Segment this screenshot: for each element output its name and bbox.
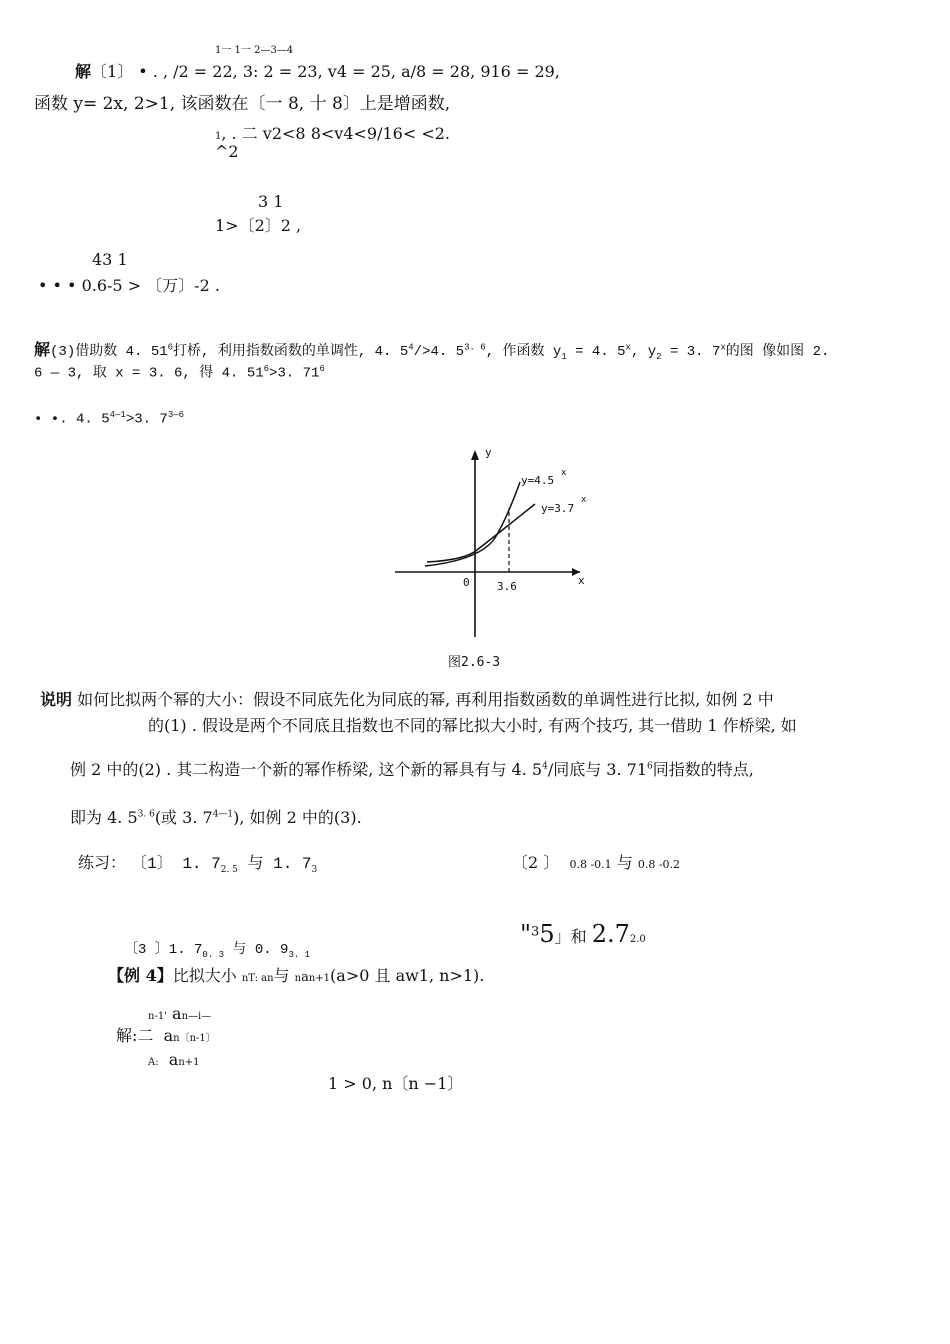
solution-label: 解 <box>75 62 92 81</box>
solution1-line2: 函数 y= 2x, 2>1, 该函数在〔一 8, 十 8〕上是增函数, <box>34 94 451 114</box>
x-axis-label: x <box>578 574 585 587</box>
note-line1: 说明 如何比拟两个幂的大小：假设不同底先化为同底的幂, 再利用指数函数的单调性进行比拟, 如例 2 中 <box>40 690 774 709</box>
y-axis-label: y <box>485 446 492 459</box>
note-line3: 例 2 中的(2) . 其二构造一个新的幂作桥梁, 这个新的幂具有与 4. $5^4/$同底与 3. $71^6$同指数的特点, <box>70 760 754 779</box>
example4-line: 【例 4】比拟大小 nT: an与 nan+1(a>0 且 aw1, n>1). <box>108 966 485 985</box>
curve-3-7x <box>427 504 535 562</box>
solution1-frac-top: 3 1 <box>258 192 284 211</box>
example4-solution-bottom: A: an+1 <box>148 1050 200 1069</box>
example4-label: 【例 4】 <box>108 966 173 985</box>
solution3-line2: 6 — 3, 取 x = 3. 6, 得 4. $51^6>3$. $71^6$ <box>34 364 325 382</box>
exponential-graph-figure <box>385 442 585 672</box>
exercise-item4: 〔3 〕1. $7_{0. 3}$ 与 0. $9_{3. 1}$ <box>124 942 311 960</box>
note-label: 说明 <box>40 690 73 709</box>
exercise-item3: "$^3$5」和 2.72.0 <box>520 920 646 948</box>
solution1-line5: • • • 0.6-5 > 〔万〕-2 . <box>38 276 220 295</box>
x-tick-label: 3.6 <box>497 580 517 593</box>
figure-caption: 图2.6-3 <box>448 655 501 670</box>
example4-solution-label: 解:二 <box>116 1026 154 1045</box>
exercise-item1: 练习： 〔1〕 1. $7_{2. 5}$ 与 1. $7_3$ <box>78 853 318 876</box>
curve2-exp: x <box>581 495 587 505</box>
solution1-line3: 1, . 二 v2<8 8<v4<9/16< <2. <box>215 124 451 143</box>
top-fragment: 1一 1一 2—3—4 <box>215 45 294 56</box>
curve1-exp: x <box>561 468 567 478</box>
note-line2: 的(1) . 假设是两个不同底且指数也不同的幂比拟大小时, 有两个技巧, 其一借助 1 作桥梁, 如 <box>148 716 797 735</box>
curve1-label: y=4.5 <box>521 474 555 487</box>
solution1-frac-top2: 43 1 <box>92 250 128 269</box>
curve2-label: y=3.7 <box>541 502 575 515</box>
exercise-label: 练习： <box>78 853 127 872</box>
origin-label: 0 <box>463 576 470 589</box>
solution3-line1: 解(3)借助数 4. $51^6$打桥, 利用指数函数的单调性, 4. $5^4/>4$. $5^{3. 6}$, 作函数 $y_1 = 4$. 5$^x$, $y_2 = 3$. 7$^x$的图 像如图 2. <box>34 340 830 362</box>
exercise-item2: 〔2 〕 0.8 -0.1 与 0.8 -0.2 <box>512 853 681 872</box>
solution1-line1: 解〔1〕 • . , /2 = 22, 3: 2 = 23, v4 = 25, a/8 = 28, 916 = 29, <box>75 62 560 81</box>
solution3-conclusion: • •. 4. $5^{4—1}>3$. $7^{3—6}$ <box>34 410 185 428</box>
example4-solution-mid: 解:二 an〔n-1〕 <box>116 1026 216 1045</box>
solution1-line4: 1>〔2〕2 , <box>215 216 302 235</box>
example4-solution-top: n-1' an—i— <box>148 1004 212 1023</box>
solution3-label: 解 <box>34 340 51 359</box>
example4-last-line: 1 > 0, n〔n −1〕 <box>328 1074 464 1093</box>
solution1-line3-sub: ^2 <box>215 142 239 161</box>
note-line4: 即为 4. $5^{3. 6}$(或 3. $7^{4—1}$), 如例 2 中的(3). <box>70 808 362 827</box>
y-axis-arrow <box>471 450 479 460</box>
